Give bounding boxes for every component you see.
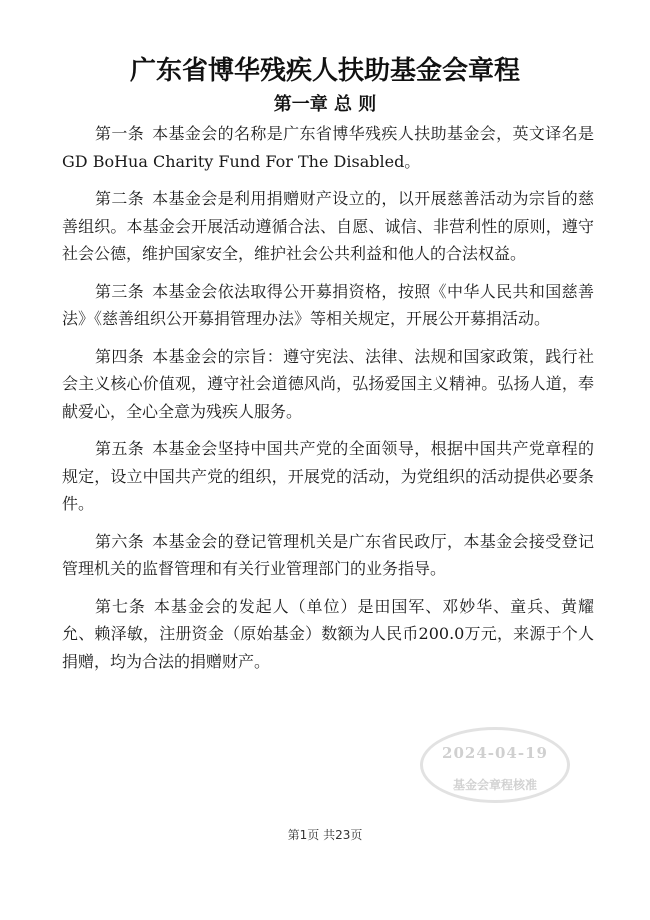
article-text: 本基金会坚持中国共产党的全面领导，根据中国共产党章程的规定，设立中国共产党的组织，开展党的活动，为党组织的活动提供必要条件。 bbox=[62, 439, 594, 513]
approval-seal bbox=[420, 727, 570, 803]
article-number: 第二条 bbox=[95, 189, 145, 208]
document-title: 广东省博华残疾人扶助基金会章程 bbox=[129, 56, 520, 86]
article-text: 本基金会的名称是广东省博华残疾人扶助基金会，英文译名是GD BoHua Charity Fund For The Disabled。 bbox=[62, 124, 594, 171]
seal-text: 基金会章程核准 bbox=[452, 778, 537, 792]
article-6 bbox=[62, 528, 594, 583]
article-number: 第三条 bbox=[95, 281, 145, 301]
article-1 bbox=[62, 120, 594, 175]
article-4 bbox=[62, 343, 594, 426]
seal-date: 2024-04-19 bbox=[442, 744, 548, 762]
article-number: 第一条 bbox=[95, 124, 145, 143]
article-text: 本基金会的宗旨：遵守宪法、法律、法规和国家政策，践行社会主义核心价值观，遵守社会道德风尚，弘扬爱国主义精神。弘扬人道，奉献爱心，全心全意为残疾人服务。 bbox=[62, 346, 594, 421]
chapter-title: 第一章 总 则 bbox=[273, 94, 377, 115]
article-2 bbox=[62, 185, 594, 268]
article-7 bbox=[62, 593, 594, 676]
article-text: 本基金会的登记管理机关是广东省民政厅，本基金会接受登记管理机关的监督管理和有关行业管理部门的业务指导。 bbox=[62, 531, 594, 578]
article-5 bbox=[62, 435, 594, 518]
article-3 bbox=[62, 278, 594, 333]
article-number: 第四条 bbox=[95, 346, 145, 366]
article-number: 第六条 bbox=[95, 531, 145, 551]
document-body bbox=[62, 120, 594, 685]
article-text: 本基金会依法取得公开募捐资格，按照《中华人民共和国慈善法》《慈善组织公开募捐管理办法》等相关规定，开展公开募捐活动。 bbox=[62, 281, 594, 328]
article-text: 本基金会的发起人（单位）是田国军、邓妙华、童兵、黄耀允、赖泽敏，注册资金（原始基金）数额为人民币200.0万元，来源于个人捐赠，均为合法的捐赠财产。 bbox=[62, 596, 594, 671]
article-number: 第七条 bbox=[95, 596, 146, 616]
article-number: 第五条 bbox=[95, 439, 145, 458]
page-footer: 第1页 共23页 bbox=[287, 828, 363, 842]
article-text: 本基金会是利用捐赠财产设立的，以开展慈善活动为宗旨的慈善组织。本基金会开展活动遵循合法、自愿、诚信、非营利性的原则，遵守社会公德，维护国家安全，维护社会公共利益和他人的合法权益。 bbox=[62, 189, 594, 263]
